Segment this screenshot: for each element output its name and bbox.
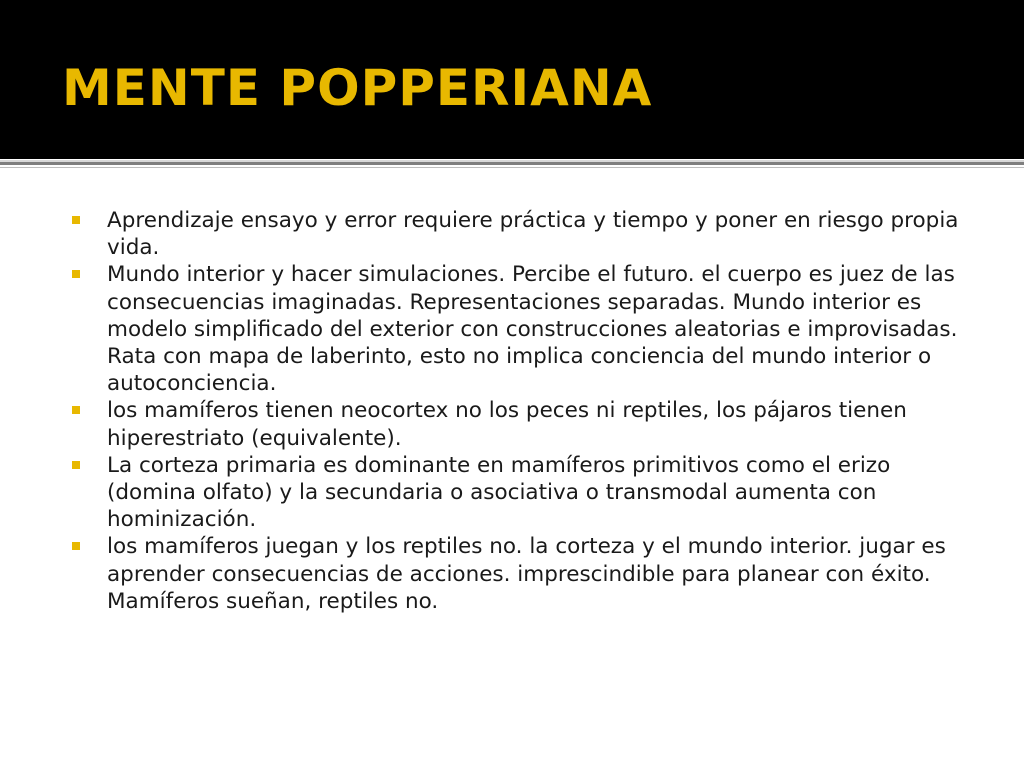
title-bar [0,0,1024,159]
header-divider-dark [0,162,1024,165]
bullet-list [72,207,972,615]
bullet-text: los mamíferos tienen neocortex no los peces ni reptiles, los pájaros tienen hiperestriato (equivalente). [107,398,907,451]
slide-title: MENTE POPPERIANA [62,59,653,117]
header-divider-thin [0,167,1024,168]
bullet-text: Aprendizaje ensayo y error requiere práctica y tiempo y poner en riesgo propia vida. [107,208,959,261]
bullet-text: Mundo interior y hacer simulaciones. Percibe el futuro. el cuerpo es juez de las consecuencias imaginadas. Representaciones separadas. Mundo interior es modelo simplificado del exterior con construcciones aleatorias e improvisadas. Rata con mapa de laberinto, esto no implica conciencia del mundo interior o autoconciencia. [107,262,958,397]
bullet-text: los mamíferos juegan y los reptiles no. la corteza y el mundo interior. jugar es aprender consecuencias de acciones. imprescindible para planear con éxito. Mamíferos sueñan, reptiles no. [107,534,946,614]
square-bullet-icon [72,216,80,224]
bullet-item [72,452,972,534]
bullet-item [72,397,972,451]
square-bullet-icon [72,406,80,414]
square-bullet-icon [72,270,80,278]
square-bullet-icon [72,461,80,469]
bullet-item [72,207,972,261]
bullet-item [72,261,972,397]
bullet-item [72,533,972,615]
bullet-text: La corteza primaria es dominante en mamíferos primitivos como el erizo (domina olfato) y la secundaria o asociativa o transmodal aumenta con hominización. [107,452,891,533]
square-bullet-icon [72,542,80,550]
